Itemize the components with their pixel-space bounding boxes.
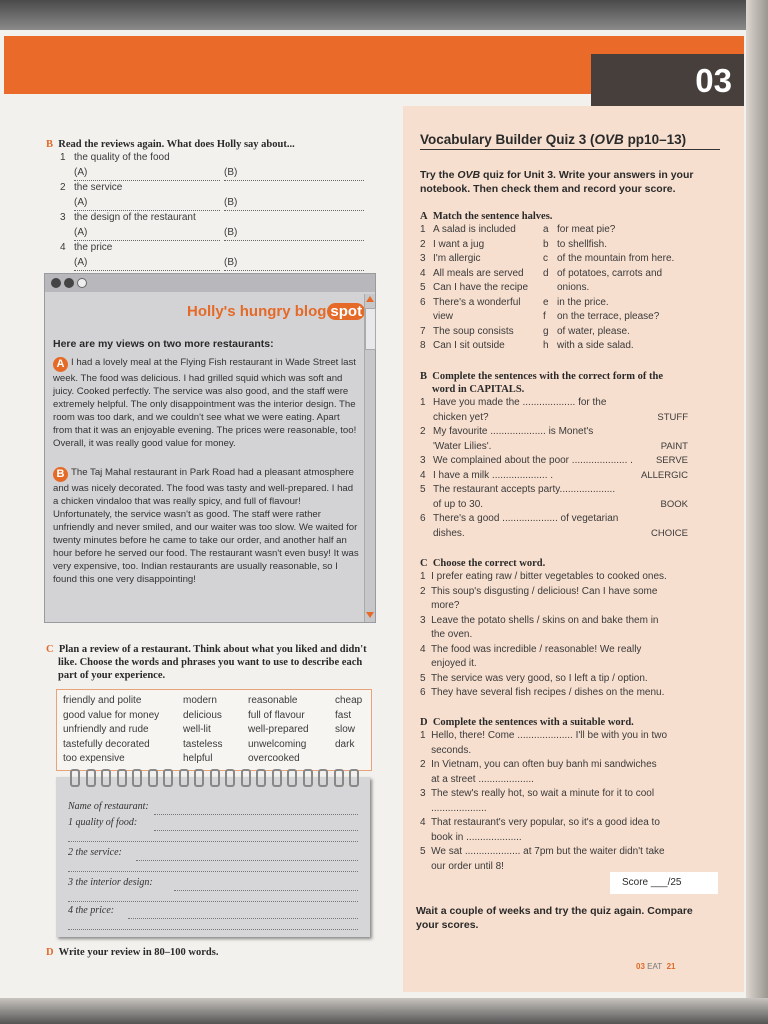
quiz-intro-b: quiz for Unit 3. Write your answers in your notebook. Then check them and record your score. <box>420 169 694 195</box>
write-line <box>68 901 358 902</box>
capital-word: PAINT <box>660 440 688 452</box>
window-dot-icon <box>77 278 87 288</box>
spiral-ring-icon <box>241 769 251 787</box>
section-b-questions <box>46 151 376 271</box>
quiz-title-b: pp10–13) <box>623 132 687 147</box>
answer-label-b: (B) <box>224 256 364 272</box>
spiral-ring-icon <box>303 769 313 787</box>
match-right: onions. <box>557 282 590 293</box>
spiral-ring-icon <box>148 769 158 787</box>
match-letter: d <box>543 267 549 279</box>
unit-number-box <box>591 54 744 106</box>
word-option: slow <box>335 724 356 735</box>
quiz-item: 3 Leave the potato shells / skins on and bake them in <box>420 614 659 626</box>
question-row <box>46 181 376 196</box>
spiral-ring-icon <box>334 769 344 787</box>
match-left: Can I have the recipe <box>433 282 529 293</box>
question-text: the quality of the food <box>74 152 170 163</box>
notepad-line: Name of restaurant: <box>68 801 149 812</box>
match-right: of the mountain from here. <box>557 253 675 264</box>
match-left: view <box>433 311 454 322</box>
answer-label-b: (B) <box>224 226 364 242</box>
answer-label-b: (B) <box>224 166 364 182</box>
complete-text: chicken yet? <box>433 411 489 423</box>
match-num: 8 <box>420 340 426 351</box>
page-footer <box>636 962 675 971</box>
scan-top-edge <box>0 0 768 30</box>
review-a-badge: A <box>53 357 68 372</box>
footer-word: EAT <box>647 962 663 971</box>
footer-unit: 03 <box>636 962 645 971</box>
review-a <box>53 356 359 450</box>
header-bar <box>4 36 592 94</box>
complete-text: dishes. <box>433 527 465 539</box>
quiz-item: 1 Hello, there! Come .................... I'll be with you in two <box>420 730 668 741</box>
complete-text: I have a milk .................... . <box>433 469 554 481</box>
spiral-ring-icon <box>272 769 282 787</box>
section-b-title: Read the reviews again. What does Holly say about... <box>58 139 295 150</box>
quiz-section-d <box>420 716 720 874</box>
answer-row <box>46 256 376 272</box>
word-option: modern <box>183 695 217 706</box>
section-c-title: Plan a review of a restaurant. Think about what you liked and didn't like. Choose the words and phrases you want to use to describe each part of your experience. <box>58 644 367 681</box>
word-column <box>335 694 362 752</box>
write-line <box>154 814 358 815</box>
quiz-title-italic: OVB <box>594 132 624 147</box>
section-d-letter: D <box>46 947 54 958</box>
match-left: I'm allergic <box>433 253 481 264</box>
complete-row <box>420 411 688 426</box>
complete-row <box>420 469 688 484</box>
quiz-c-letter: C <box>420 558 428 569</box>
match-right: with a side salad. <box>557 340 634 351</box>
match-left: There's a wonderful <box>433 296 521 308</box>
section-c-letter: C <box>46 644 54 655</box>
scroll-down-icon[interactable] <box>366 612 374 618</box>
complete-text: We complained about the poor .................... . <box>433 455 633 466</box>
quiz-item: 4 That restaurant's very popular, so it's a good idea to <box>420 817 660 828</box>
quiz-item: 2 This soup's disgusting / delicious! Can I have some <box>420 585 658 597</box>
blog-intro: Here are my views on two more restaurants: <box>53 338 274 350</box>
spiral-ring-icon <box>256 769 266 787</box>
quiz-intro <box>420 168 720 196</box>
capital-word: CHOICE <box>651 527 688 539</box>
spiral-ring-icon <box>163 769 173 787</box>
match-row <box>420 252 720 267</box>
answer-row <box>46 196 376 212</box>
write-line <box>174 890 358 891</box>
word-option: fast <box>335 709 352 721</box>
match-row <box>420 267 720 282</box>
unit-number: 03 <box>695 62 732 99</box>
spiral-ring-icon <box>210 769 220 787</box>
quiz-a-items <box>420 223 720 354</box>
section-d-title: Write your review in 80–100 words. <box>58 947 219 958</box>
capital-word: SERVE <box>655 455 688 466</box>
complete-num: 5 <box>420 484 426 495</box>
match-row <box>420 325 720 340</box>
match-letter: g <box>543 325 549 337</box>
quiz-c-items <box>420 570 720 701</box>
notepad-line: 2 the service: <box>68 847 122 858</box>
match-left: Can I sit outside <box>433 340 505 351</box>
complete-row <box>420 512 688 527</box>
answer-row <box>46 166 376 182</box>
window-titlebar <box>45 274 375 292</box>
word-option: unwelcoming <box>248 738 307 750</box>
match-num: 4 <box>420 267 426 279</box>
word-option: tasteless <box>183 738 223 750</box>
complete-row <box>420 483 688 498</box>
quiz-b-items <box>420 396 688 541</box>
word-option: helpful <box>183 753 213 764</box>
scan-right-edge <box>746 0 768 1024</box>
match-row <box>420 296 720 311</box>
match-letter: f <box>543 311 546 322</box>
score-box: Score ___/25 <box>610 872 718 894</box>
review-b <box>53 466 359 586</box>
question-number: 3 <box>60 212 66 223</box>
match-row <box>420 281 720 296</box>
match-letter: b <box>543 238 549 250</box>
match-letter: e <box>543 296 549 308</box>
question-number: 4 <box>60 242 66 253</box>
spiral-ring-icon <box>179 769 189 787</box>
answer-label-a: (A) <box>74 256 220 272</box>
blog-title-main: Holly's hungry blog <box>187 303 327 320</box>
complete-num: 4 <box>420 469 426 481</box>
quiz-title-a: Vocabulary Builder Quiz 3 ( <box>420 132 595 147</box>
match-num: 6 <box>420 296 426 308</box>
quiz-item: the oven. <box>420 629 473 640</box>
question-number: 2 <box>60 182 66 193</box>
answer-label-a: (A) <box>74 226 220 242</box>
complete-row <box>420 498 688 513</box>
match-letter: h <box>543 340 549 351</box>
word-option: tastefully decorated <box>63 738 150 750</box>
quiz-d-letter: D <box>420 717 428 728</box>
complete-text: Have you made the ................... for the <box>433 397 607 408</box>
match-num: 1 <box>420 224 426 235</box>
match-left: A salad is included <box>433 224 516 235</box>
write-line <box>68 841 358 842</box>
section-d-left <box>46 946 218 959</box>
spiral-ring-icon <box>194 769 204 787</box>
quiz-item: 6 They have several fish recipes / dishes on the menu. <box>420 687 665 698</box>
complete-num: 6 <box>420 513 426 524</box>
write-line <box>136 860 358 861</box>
write-line <box>68 929 358 930</box>
word-option: friendly and polite <box>63 695 142 706</box>
quiz-item: 2 In Vietnam, you can often buy banh mi sandwiches <box>420 759 657 770</box>
quiz-item: .................... <box>420 802 487 814</box>
word-option: reasonable <box>248 695 298 706</box>
match-left: I want a jug <box>433 238 485 250</box>
quiz-d-title: Complete the sentences with a suitable word. <box>432 717 634 728</box>
match-row <box>420 223 720 238</box>
section-b-letter: B <box>46 139 54 150</box>
quiz-item: 5 The service was very good, so I left a tip / option. <box>420 672 648 684</box>
scrollbar[interactable] <box>364 294 375 622</box>
blog-title <box>187 303 365 320</box>
quiz-item: 1 I prefer eating raw / bitter vegetables to cooked ones. <box>420 571 667 582</box>
word-column <box>63 694 159 767</box>
scroll-up-icon[interactable] <box>366 296 374 302</box>
notepad-line: 3 the interior design: <box>68 877 153 888</box>
quiz-section-b <box>420 370 688 541</box>
complete-row <box>420 396 688 411</box>
word-option: well-lit <box>183 724 211 735</box>
quiz-b-title: Complete the sentences with the correct form of the word in CAPITALS. <box>432 371 663 395</box>
match-num: 2 <box>420 238 426 250</box>
quiz-b-letter: B <box>420 371 428 382</box>
quiz-footer: Wait a couple of weeks and try the quiz again. Compare your scores. <box>416 905 693 931</box>
question-row <box>46 151 376 166</box>
quiz-item: at a street .................... <box>420 773 534 785</box>
match-num: 7 <box>420 325 426 337</box>
word-column <box>183 694 222 767</box>
spiral-ring-icon <box>132 769 142 787</box>
match-left: All meals are served <box>433 267 524 279</box>
spiral-ring-icon <box>117 769 127 787</box>
match-num: 5 <box>420 282 426 293</box>
complete-num: 3 <box>420 455 426 466</box>
question-number: 1 <box>60 152 66 163</box>
answer-label-b: (B) <box>224 196 364 212</box>
quiz-item: 4 The food was incredible / reasonable! We really <box>420 643 642 655</box>
match-right: of potatoes, carrots and <box>557 267 663 279</box>
complete-row <box>420 454 688 469</box>
match-letter: a <box>543 224 549 235</box>
match-right: on the terrace, please? <box>557 311 660 322</box>
match-num: 3 <box>420 253 426 264</box>
review-b-text: The Taj Mahal restaurant in Park Road had a pleasant atmosphere and was nicely decorated. The food was tasty and well-prepared. I had a chicken vindaloo that was really spicy, and full of flavour! Unfortunately, the service wasn't as good. The staff were rather unfriendly and never smiled, and our waiter was too slow. We waited for twenty minutes before he came to take our order, and another half an hour before he served our food. The restaurant wasn't even busy! It was very expensive, too. Indian restaurants are usually reasonable, so I found this one very disappointing! <box>53 467 359 585</box>
word-option: delicious <box>183 709 222 721</box>
word-option: full of flavour <box>248 709 305 721</box>
answer-row <box>46 226 376 242</box>
scroll-thumb[interactable] <box>365 308 376 350</box>
quiz-intro-a: Try the <box>420 169 458 181</box>
word-column <box>248 694 309 767</box>
complete-num: 2 <box>420 426 426 437</box>
quiz-c-title: Choose the correct word. <box>432 558 546 569</box>
match-letter: c <box>543 253 548 264</box>
complete-text: 'Water Lilies'. <box>433 440 492 452</box>
match-right: for meat pie? <box>557 224 616 235</box>
complete-row <box>420 440 688 455</box>
scan-bottom-edge <box>0 998 768 1024</box>
write-line <box>68 871 358 872</box>
quiz-item: book in .................... <box>420 831 522 843</box>
match-row <box>420 238 720 253</box>
quiz-a-letter: A <box>420 211 428 222</box>
quiz-item: seconds. <box>420 744 472 756</box>
question-row <box>46 241 376 256</box>
complete-num: 1 <box>420 397 426 408</box>
word-box <box>56 689 372 771</box>
quiz-a-title: Match the sentence halves. <box>432 211 553 222</box>
complete-row <box>420 527 688 542</box>
capital-word: BOOK <box>660 498 688 510</box>
capital-word: STUFF <box>657 411 688 423</box>
notepad-line: 4 the price: <box>68 905 115 916</box>
footer-page: 21 <box>666 962 676 971</box>
word-option: unfriendly and rude <box>63 724 149 735</box>
match-right: in the price. <box>557 296 609 308</box>
match-row <box>420 310 720 325</box>
spiral-ring-icon <box>349 769 359 787</box>
match-left: The soup consists <box>433 325 514 337</box>
spiral-ring-icon <box>318 769 328 787</box>
section-c <box>46 643 376 682</box>
review-a-text: I had a lovely meal at the Flying Fish restaurant in Wade Street last week. The food was delicious. I had grilled squid which was soft and juicy. Cooked perfectly. The service was also good, and the staff were extremely helpful. The only disappointment was the interior design. The room was too dark, and we couldn't see what we were eating. Apart from that it was an enjoyable evening. The prices were reasonable, too! Overall, it was really good value for money. <box>53 357 357 449</box>
complete-text: My favourite .................... is Monet's <box>433 426 594 437</box>
word-option: cheap <box>335 695 363 706</box>
header-bar-right <box>592 36 744 54</box>
word-option: too expensive <box>63 753 125 764</box>
match-right: of water, please. <box>557 325 630 337</box>
quiz-d-items <box>420 729 720 874</box>
question-text: the design of the restaurant <box>74 212 196 223</box>
review-b-badge: B <box>53 467 68 482</box>
spiral-ring-icon <box>86 769 96 787</box>
spiral-ring-icon <box>70 769 80 787</box>
quiz-intro-italic: OVB <box>457 169 481 181</box>
write-line <box>128 918 358 919</box>
complete-row <box>420 425 688 440</box>
complete-text: of up to 30. <box>433 498 484 510</box>
match-row <box>420 339 720 354</box>
quiz-title <box>420 132 720 150</box>
quiz-item: 3 The stew's really hot, so wait a minute for it to cool <box>420 788 655 799</box>
quiz-item: more? <box>420 600 460 611</box>
spiral-ring-icon <box>225 769 235 787</box>
blog-window <box>44 273 376 623</box>
question-row <box>46 211 376 226</box>
blog-title-spot: spot <box>327 303 365 320</box>
word-option: good value for money <box>63 709 160 721</box>
quiz-section-c <box>420 557 720 701</box>
window-dot-icon <box>64 278 74 288</box>
answer-label-a: (A) <box>74 166 220 182</box>
question-text: the price <box>74 242 113 253</box>
match-right: to shellfish. <box>557 238 608 250</box>
window-dot-icon <box>51 278 61 288</box>
question-text: the service <box>74 182 123 193</box>
word-option: overcooked <box>248 753 300 764</box>
notepad-line: 1 quality of food: <box>68 817 138 828</box>
section-b <box>46 138 376 271</box>
word-option: dark <box>335 738 355 750</box>
write-line <box>154 830 358 831</box>
complete-text: There's a good .................... of vegetarian <box>433 513 619 524</box>
complete-text: The restaurant accepts party.................... <box>433 484 616 495</box>
spiral-ring-icon <box>101 769 111 787</box>
quiz-item: enjoyed it. <box>420 658 477 669</box>
answer-label-a: (A) <box>74 196 220 212</box>
quiz-item: our order until 8! <box>420 860 504 872</box>
word-option: well-prepared <box>248 724 309 735</box>
capital-word: ALLERGIC <box>641 469 688 481</box>
quiz-item: 5 We sat .................... at 7pm but the waiter didn't take <box>420 846 665 857</box>
spiral-ring-icon <box>287 769 297 787</box>
quiz-section-a <box>420 210 720 354</box>
notepad <box>56 777 370 937</box>
